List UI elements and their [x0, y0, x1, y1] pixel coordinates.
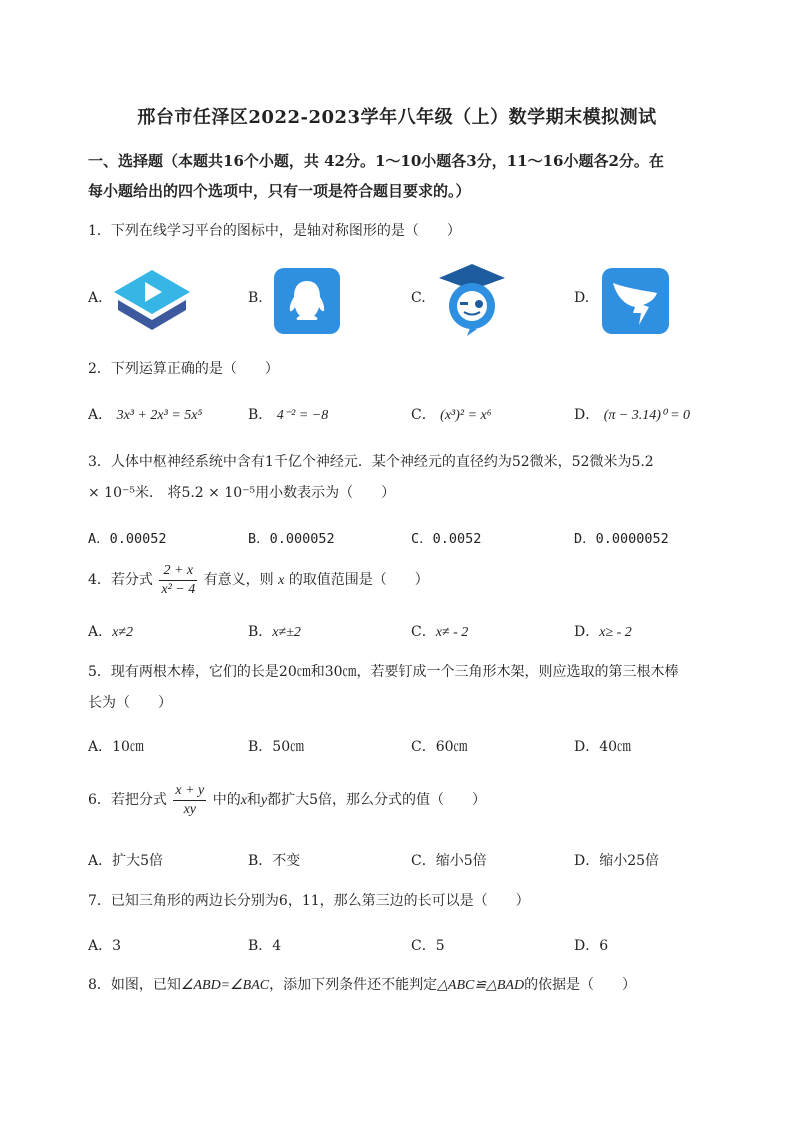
- q4-option-d-expr: x≥ - 2: [599, 625, 632, 640]
- q1-option-d-label: D.: [574, 290, 590, 306]
- q6-mid1: 中的: [212, 792, 241, 808]
- q1-option-a-label: A.: [88, 290, 103, 306]
- play-platform-icon: [112, 264, 192, 334]
- question-7-stem: 7．已知三角形的两边长分别为6，11，那么第三边的长可以是（ ）: [88, 893, 530, 909]
- q2-option-a-expr: 3x³ + 2x³ = 5x⁵: [116, 408, 203, 423]
- dingtalk-wing-icon: [601, 267, 670, 335]
- q8-prefix: 8．如图，已知: [88, 977, 181, 993]
- q8-condition: ∠ABD=∠BAC: [180, 978, 270, 993]
- q4-option-b: [248, 621, 301, 641]
- q4-option-a-label: A．: [88, 624, 113, 640]
- q6-prefix: 6．若把分式: [88, 792, 167, 808]
- q4-option-c-label: C．: [411, 624, 436, 640]
- q4-suffix: 有意义，则: [203, 572, 274, 588]
- q8-triangles: △ABC≌△BAD: [437, 978, 525, 993]
- q4-option-a-expr: x≠2: [112, 625, 134, 640]
- q4-suffix2: 的取值范围是（ ）: [288, 572, 429, 588]
- q1-option-c-label: C.: [411, 290, 426, 306]
- q6-numerator: x + y: [173, 782, 206, 801]
- q6-fraction: [173, 782, 206, 819]
- q3-option-b: B．0.000052: [248, 531, 335, 547]
- q6-option-b: B．不变: [248, 853, 301, 869]
- q3-option-d: D．0.0000052: [574, 531, 669, 547]
- q2-option-d: [574, 404, 690, 424]
- q4-denominator: x² − 4: [161, 581, 196, 597]
- q7-option-a: A．3: [88, 938, 122, 954]
- q7-option-c: C．5: [411, 938, 445, 954]
- q3-option-c: C．0.0052: [411, 531, 482, 547]
- q6-option-a: A．扩大5倍: [88, 853, 164, 869]
- q4-numerator: 2 + x: [159, 562, 197, 581]
- q7-option-b: B．4: [248, 938, 282, 954]
- q6-mid2: 和: [246, 792, 261, 808]
- question-3-stem: [88, 447, 720, 509]
- q2-option-a-label: A．: [88, 407, 113, 423]
- q6-var-x: x: [240, 793, 247, 808]
- q6-suffix: 都扩大5倍，那么分式的值（ ）: [267, 792, 487, 808]
- q6-var-y: y: [260, 793, 268, 808]
- q2-option-b: [248, 404, 328, 424]
- q8-mid: ，添加下列条件还不能判定: [269, 977, 438, 993]
- q5-option-d: D．40㎝: [574, 739, 632, 755]
- graduation-cap-chat-icon: [437, 262, 507, 337]
- q2-option-b-label: B．: [248, 407, 273, 423]
- question-5-line2: 长为（ ）: [88, 695, 172, 711]
- q2-option-a: [88, 404, 202, 424]
- q4-option-b-expr: x≠±2: [272, 625, 301, 640]
- q4-var: x: [278, 573, 285, 588]
- q5-option-a: A．10㎝: [88, 739, 144, 755]
- q4-option-c: [411, 621, 468, 641]
- question-3-line1: 3．人体中枢神经系统中含有1千亿个神经元．某个神经元的直径约为52微米，52微米为5.2: [88, 454, 654, 470]
- q5-option-b: B．50㎝: [248, 739, 305, 755]
- question-5-stem: [88, 657, 720, 719]
- q4-prefix: 4．若分式: [88, 572, 153, 588]
- page-title: 邢台市任泽区2022-2023学年八年级（上）数学期末模拟测试: [137, 107, 657, 128]
- qq-penguin-icon: [273, 267, 341, 335]
- q4-option-a: [88, 621, 133, 641]
- q2-option-c-expr: (x³)² = x⁶: [440, 408, 492, 423]
- q3-option-a: A．0.00052: [88, 531, 167, 547]
- q2-option-d-expr: (π − 3.14)⁰ = 0: [603, 408, 691, 423]
- q2-option-b-expr: 4⁻² = −8: [276, 408, 329, 423]
- q7-option-d: D．6: [574, 938, 609, 954]
- q4-option-c-expr: x≠ - 2: [435, 625, 469, 640]
- q8-suffix: 的依据是（ ）: [524, 977, 637, 993]
- q6-denominator: xy: [183, 801, 197, 817]
- question-6-stem: [88, 780, 720, 821]
- question-5-line1: 5．现有两根木棒，它们的长是20㎝和30㎝，若要钉成一个三角形木架，则应选取的第三根木棒: [88, 664, 679, 680]
- q6-option-d: D．缩小25倍: [574, 853, 660, 869]
- q2-option-d-label: D．: [574, 407, 600, 423]
- q2-option-c-label: C．: [411, 407, 436, 423]
- question-3-line2: × 10⁻⁵米． 将5.2 × 10⁻⁵用小数表示为（ ）: [88, 485, 396, 501]
- q4-option-b-label: B．: [248, 624, 273, 640]
- q2-option-c: [411, 404, 492, 424]
- q6-option-c: C．缩小5倍: [411, 853, 487, 869]
- q4-option-d-label: D．: [574, 624, 600, 640]
- section-heading-line1: 一、选择题（本题共16个小题，共 42分。1～10小题各3分，11～16小题各2分。在: [88, 152, 664, 170]
- question-4-stem: [88, 560, 720, 601]
- q4-option-d: [574, 621, 632, 641]
- q1-option-b-label: B.: [248, 290, 263, 306]
- question-1-stem: 1．下列在线学习平台的图标中，是轴对称图形的是（ ）: [88, 223, 461, 239]
- q4-fraction: [159, 562, 197, 599]
- q5-option-c: C．60㎝: [411, 739, 468, 755]
- section-heading-line2: 每小题给出的四个选项中，只有一项是符合题目要求的。）: [88, 182, 471, 200]
- question-2-stem: 2．下列运算正确的是（ ）: [88, 361, 279, 377]
- section-heading: [88, 146, 718, 206]
- question-8-stem: [88, 970, 720, 1001]
